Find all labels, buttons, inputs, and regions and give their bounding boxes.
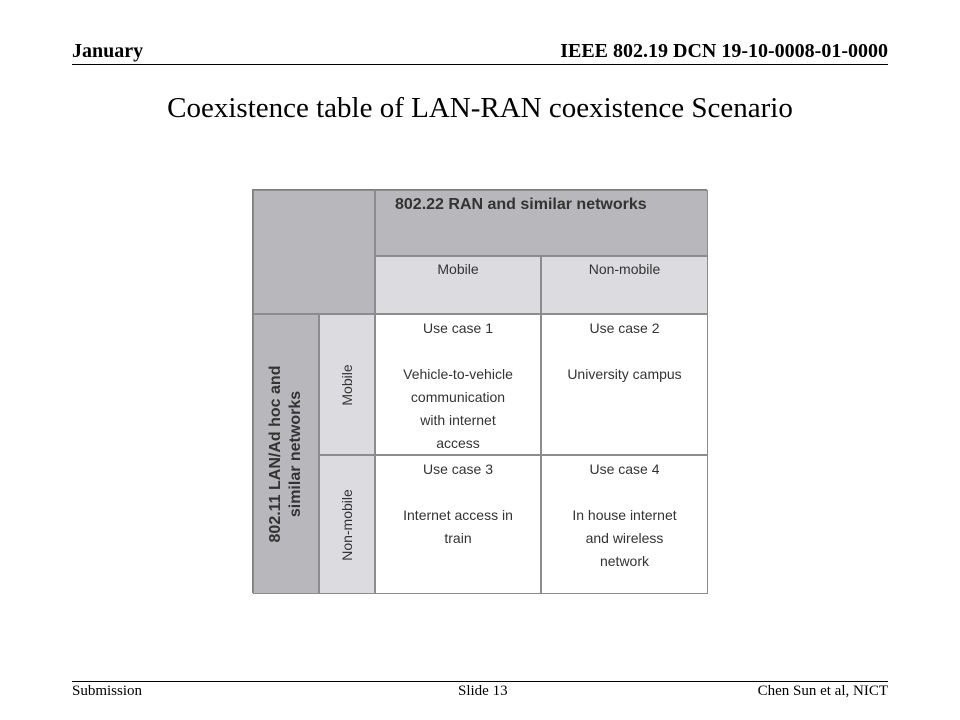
header-date: January	[72, 40, 144, 62]
cell-use-case-2	[541, 314, 708, 455]
footer-author: Chen Sun et al, NICT	[757, 683, 888, 699]
header-doc-id: IEEE 802.19 DCN 19-10-0008-01-0000	[560, 40, 888, 62]
row-header-mobile	[319, 314, 375, 455]
footer-rule	[72, 681, 888, 682]
cell-use-case-1	[375, 314, 541, 455]
use-case-description: Internet access in train	[403, 507, 513, 546]
row-header-non-mobile-label: Non-mobile	[339, 488, 355, 561]
use-case-description: In house internet and wireless network	[572, 507, 677, 569]
cell-use-case-3	[375, 455, 541, 594]
footer-submission: Submission	[72, 683, 143, 699]
use-case-description: Vehicle-to-vehicle communication with internet access	[403, 366, 513, 451]
column-header-non-mobile: Non-mobile	[541, 256, 708, 314]
use-case-description: University campus	[567, 366, 682, 382]
use-case-label: Use case 4	[589, 461, 660, 477]
slide-title: Coexistence table of LAN-RAN coexistence Scenario	[167, 92, 793, 124]
lan-header	[253, 314, 319, 594]
use-case-label: Use case 2	[589, 320, 660, 336]
table-corner	[253, 190, 375, 314]
ran-header: 802.22 RAN and similar networks	[375, 190, 708, 256]
row-header-mobile-label: Mobile	[339, 363, 355, 406]
lan-header-line2: similar networks	[287, 390, 304, 518]
row-header-non-mobile	[319, 455, 375, 594]
header-rule	[72, 64, 888, 65]
cell-use-case-4	[541, 455, 708, 594]
footer-slide-number: Slide 13	[458, 683, 508, 699]
column-header-mobile: Mobile	[375, 256, 541, 314]
use-case-label: Use case 1	[422, 320, 494, 336]
use-case-label: Use case 3	[422, 461, 494, 477]
coexistence-table	[252, 189, 707, 593]
lan-header-line1: 802.11 LAN/Ad hoc and	[267, 365, 284, 543]
